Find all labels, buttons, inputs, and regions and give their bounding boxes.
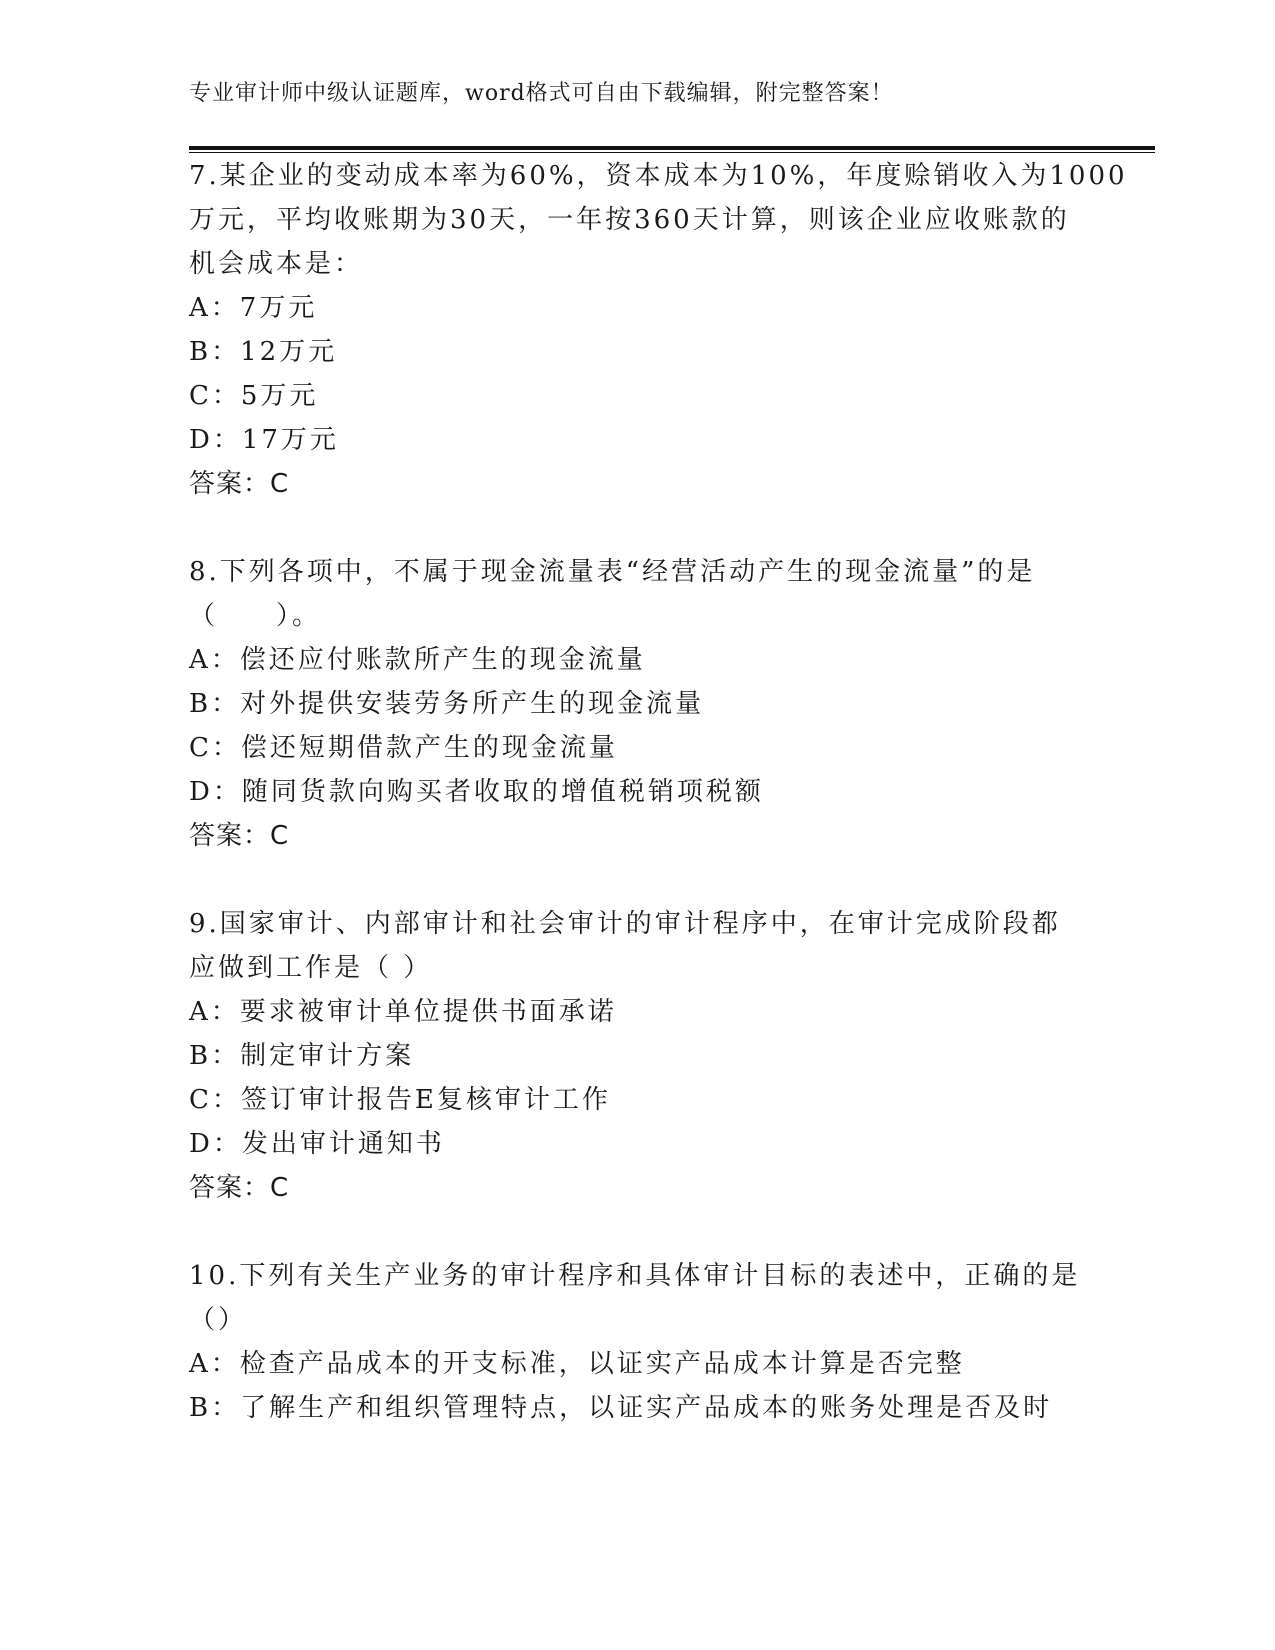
question-stem-line: 10.下列有关生产业务的审计程序和具体审计目标的表述中，正确的是 bbox=[189, 1261, 1081, 1291]
question-stem-line: 应做到工作是（ ） bbox=[189, 953, 433, 983]
question-stem-line: 9.国家审计、内部审计和社会审计的审计程序中，在审计完成阶段都 bbox=[189, 909, 1061, 939]
page-header: 专业审计师中级认证题库，word格式可自由下载编辑，附完整答案！ bbox=[189, 81, 894, 106]
option-c: C：5万元 bbox=[189, 381, 319, 411]
header-divider bbox=[189, 146, 1155, 150]
option-b: B：了解生产和组织管理特点，以证实产品成本的账务处理是否及时 bbox=[189, 1393, 1053, 1423]
option-c: C：偿还短期借款产生的现金流量 bbox=[189, 733, 618, 763]
question-stem-line: 8.下列各项中，不属于现金流量表“经营活动产生的现金流量”的是 bbox=[189, 557, 1036, 587]
question-stem-line: 机会成本是： bbox=[189, 249, 364, 279]
answer-line: 答案：C bbox=[189, 469, 290, 499]
option-a: A：7万元 bbox=[189, 293, 318, 323]
option-b: B：制定审计方案 bbox=[189, 1041, 415, 1071]
question-stem-line: 万元，平均收账期为30天，一年按360天计算，则该企业应收账款的 bbox=[189, 205, 1070, 235]
answer-line: 答案：C bbox=[189, 1173, 290, 1203]
option-d: D：随同货款向购买者收取的增值税销项税额 bbox=[189, 777, 764, 807]
option-a: A：检查产品成本的开支标准，以证实产品成本计算是否完整 bbox=[189, 1349, 965, 1379]
answer-line: 答案：C bbox=[189, 821, 290, 851]
option-a: A：要求被审计单位提供书面承诺 bbox=[189, 997, 617, 1027]
option-d: D：发出审计通知书 bbox=[189, 1129, 445, 1159]
option-a: A：偿还应付账款所产生的现金流量 bbox=[189, 645, 646, 675]
option-b: B：对外提供安装劳务所产生的现金流量 bbox=[189, 689, 705, 719]
question-stem-line: （ ）。 bbox=[189, 601, 322, 631]
question-stem-line: 7.某企业的变动成本率为60%，资本成本为10%，年度赊销收入为1000 bbox=[189, 161, 1128, 191]
question-stem-line: （） bbox=[189, 1305, 248, 1335]
option-b: B：12万元 bbox=[189, 337, 338, 367]
header-divider-thin bbox=[189, 152, 1155, 153]
option-d: D：17万元 bbox=[189, 425, 339, 455]
option-c: C：签订审计报告E复核审计工作 bbox=[189, 1085, 611, 1115]
